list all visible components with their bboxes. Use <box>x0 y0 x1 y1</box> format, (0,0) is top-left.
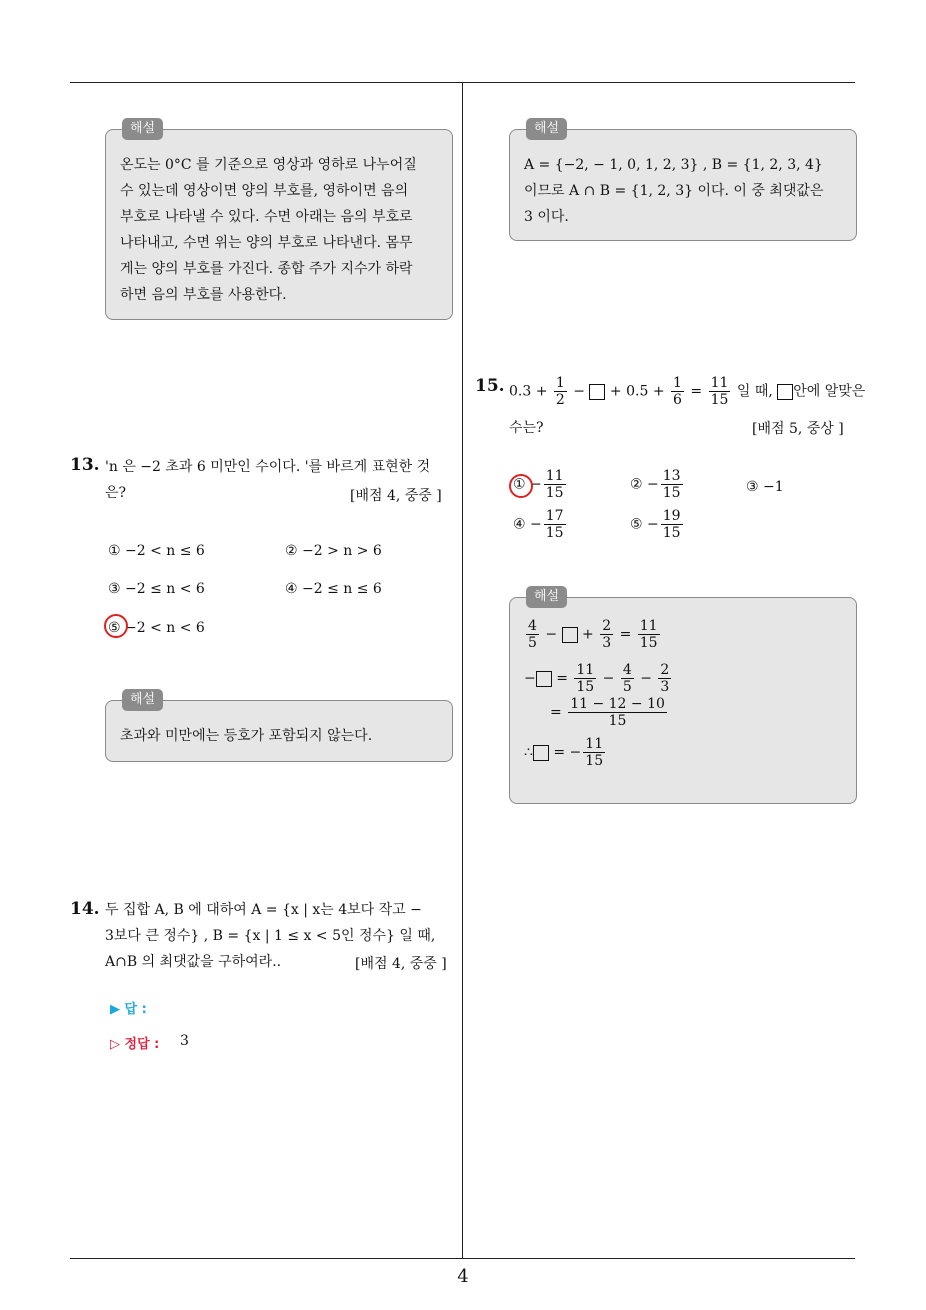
option-13-2[interactable]: ② −2 > n > 6 <box>285 543 382 559</box>
fraction <box>661 508 683 541</box>
correct-answer-value: 3 <box>180 1033 189 1049</box>
option-value: −1 <box>763 479 784 495</box>
blank-box <box>777 384 793 400</box>
fraction <box>600 618 613 651</box>
numerator: 19 <box>662 508 681 524</box>
denominator: 5 <box>528 635 537 651</box>
denominator: 2 <box>555 392 565 408</box>
fraction <box>621 662 634 695</box>
fraction <box>638 618 660 651</box>
score-15: [배점 5, 중상 ] <box>752 421 844 437</box>
numerator: 2 <box>602 618 612 634</box>
denominator: 3 <box>602 635 612 651</box>
explanation-box-12 <box>105 121 453 320</box>
selected-answer-mark <box>509 474 533 498</box>
option-13-5[interactable]: ⑤ −2 < n < 6 <box>108 620 205 636</box>
correct-answer-label: ▷ 정답 : <box>110 1037 160 1052</box>
blank-box <box>533 745 549 761</box>
option-number: ④ <box>513 516 526 533</box>
numerator: 11 <box>576 662 595 678</box>
expr-text: + <box>582 626 594 643</box>
question-line: 3보다 큰 정수} , B = {x | 1 ≤ x < 5인 정수} 일 때, <box>105 928 436 944</box>
expr-text: = <box>619 626 632 643</box>
expr-text: − <box>524 670 536 687</box>
numerator: 1 <box>555 375 565 391</box>
option-15-2[interactable] <box>630 468 685 501</box>
option-13-4[interactable]: ④ −2 ≤ n ≤ 6 <box>285 581 382 597</box>
expr-text: − <box>573 383 586 400</box>
numerator: 4 <box>528 618 537 634</box>
expr-text: 0.3 + <box>509 383 548 400</box>
denominator: 6 <box>673 392 682 408</box>
expr-text: 안에 알맞은 <box>793 383 866 400</box>
expr-text: 일 때, <box>736 383 773 400</box>
explanation-line: 3 이다. <box>524 209 569 225</box>
option-number: ① <box>513 476 526 493</box>
question-number-15: 15. <box>475 376 505 396</box>
explanation-line: 이므로 A ∩ B = {1, 2, 3} 이다. 이 중 최댓값은 <box>524 183 824 199</box>
explanation-label: 해설 <box>122 689 163 711</box>
numerator: 11 <box>710 375 729 391</box>
denominator: 15 <box>545 525 564 541</box>
explanation-line: 게는 양의 부호를 가진다. 종합 주가 지수가 하락 <box>120 261 413 277</box>
option-sign: − <box>647 476 659 493</box>
explanation-box-15 <box>509 589 857 804</box>
fraction <box>661 468 683 501</box>
solution-row-2 <box>524 662 842 696</box>
fraction <box>544 508 566 541</box>
denominator: 15 <box>608 713 627 729</box>
expr-text: ∴ <box>524 744 533 761</box>
explanation-label: 해설 <box>122 118 163 140</box>
denominator: 15 <box>662 525 681 541</box>
expr-text: − <box>545 626 558 643</box>
fraction <box>583 736 605 769</box>
denominator: 15 <box>639 635 658 651</box>
expr-text: − <box>640 670 652 687</box>
expr-text: = <box>550 704 562 721</box>
explanation-label: 해설 <box>526 118 567 140</box>
option-sign: − <box>647 516 659 533</box>
option-15-5[interactable] <box>630 508 685 541</box>
column-divider <box>462 82 463 1259</box>
explanation-line: 나타내고, 수면 위는 양의 부호로 나타낸다. 몸무 <box>120 235 413 251</box>
fraction <box>574 662 596 695</box>
solution-row-4 <box>524 736 842 772</box>
numerator: 13 <box>662 468 681 484</box>
blank-box <box>536 671 552 687</box>
option-15-4[interactable] <box>513 508 568 541</box>
numerator: 1 <box>673 375 682 391</box>
score-13: [배점 4, 중중 ] <box>350 488 442 504</box>
expr-text: = <box>556 670 568 687</box>
question-line: 두 집합 A, B 에 대하여 A = {x | x는 4보다 작고 − <box>105 902 422 918</box>
numerator: 11 <box>639 618 658 634</box>
question-number-14: 14. <box>70 899 100 919</box>
solution-row-1 <box>524 618 842 658</box>
numerator: 17 <box>545 508 564 524</box>
fraction <box>526 618 539 651</box>
expr-text: = − <box>553 744 582 761</box>
numerator: 2 <box>660 662 670 678</box>
denominator: 3 <box>660 679 670 695</box>
selected-answer-mark <box>104 614 128 638</box>
fraction <box>671 375 684 408</box>
question-line: 'n 은 −2 초과 6 미만인 수이다. '를 바르게 표현한 것 <box>105 459 431 475</box>
explanation-line: 하면 음의 부호를 사용한다. <box>120 287 287 303</box>
option-sign: − <box>530 516 542 533</box>
option-sign: − <box>530 476 542 493</box>
explanation-box-13 <box>105 692 453 762</box>
explanation-line: 온도는 0°C 를 기준으로 영상과 영하로 나누어질 <box>120 157 417 173</box>
fraction <box>709 375 731 408</box>
question-line: 은? <box>105 485 127 501</box>
answer-label[interactable]: ▶ 답 : <box>110 1002 147 1017</box>
denominator: 15 <box>710 392 729 408</box>
explanation-line: 초과와 미만에는 등호가 포함되지 않는다. <box>120 728 373 744</box>
numerator: 11 − 12 − 10 <box>570 696 665 712</box>
option-13-3[interactable]: ③ −2 ≤ n < 6 <box>108 581 205 597</box>
bottom-rule <box>70 1258 855 1259</box>
numerator: 4 <box>622 662 632 678</box>
solution-row-3 <box>524 696 842 732</box>
explanation-line: A = {−2, − 1, 0, 1, 2, 3} , B = {1, 2, 3, 4} <box>524 157 823 173</box>
question-number-13: 13. <box>70 455 100 475</box>
question-line: 수는? <box>509 420 544 436</box>
option-number: ③ <box>746 479 759 495</box>
denominator: 15 <box>662 485 681 501</box>
option-13-1[interactable]: ① −2 < n ≤ 6 <box>108 543 205 559</box>
blank-box <box>562 627 578 643</box>
fraction <box>554 375 567 408</box>
page-number: 4 <box>457 1266 469 1287</box>
denominator: 5 <box>622 679 632 695</box>
question-line: A∩B 의 최댓값을 구하여라.. <box>105 954 282 970</box>
blank-box <box>589 384 605 400</box>
expr-text: + 0.5 + <box>609 383 665 400</box>
numerator: 11 <box>585 736 604 752</box>
numerator: 11 <box>545 468 564 484</box>
denominator: 15 <box>545 485 564 501</box>
option-number: ⑤ <box>630 516 643 533</box>
explanation-box-14 <box>509 121 857 241</box>
explanation-label: 해설 <box>526 586 567 608</box>
explanation-line: 부호로 나타낼 수 있다. 수면 아래는 음의 부호로 <box>120 209 413 225</box>
explanation-line: 수 있는데 영상이면 양의 부호를, 영하이면 음의 <box>120 183 409 199</box>
option-15-3[interactable] <box>746 479 784 495</box>
fraction <box>568 696 667 729</box>
option-number: ② <box>630 476 643 493</box>
fraction <box>658 662 671 695</box>
denominator: 15 <box>576 679 595 695</box>
score-14: [배점 4, 중중 ] <box>355 956 447 972</box>
expr-text: − <box>602 670 615 687</box>
question-15-line-1 <box>509 375 864 408</box>
expr-text: = <box>690 383 703 400</box>
denominator: 15 <box>585 753 604 769</box>
fraction <box>544 468 566 501</box>
